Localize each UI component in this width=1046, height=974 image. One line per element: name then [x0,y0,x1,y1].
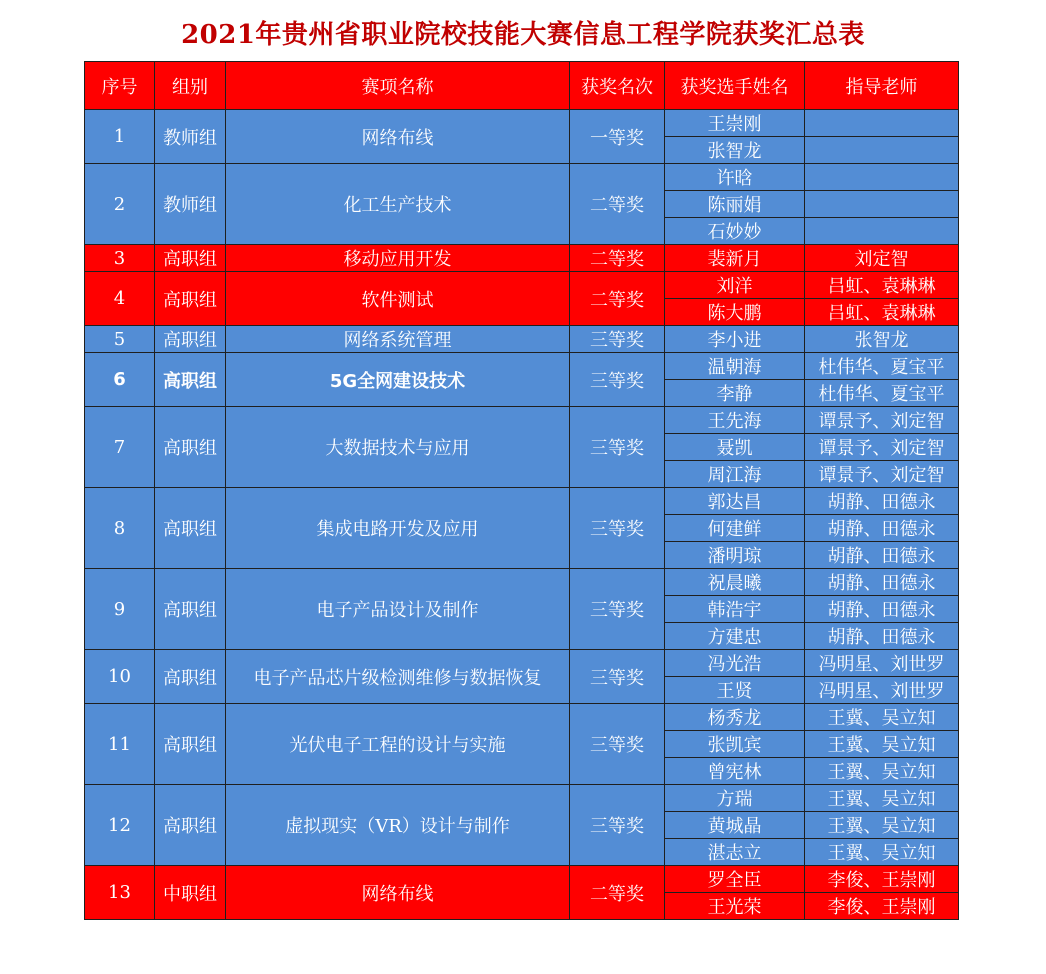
cell-teacher: 冯明星、刘世罗 [805,650,959,677]
cell-group: 高职组 [155,650,226,704]
table-row [85,488,959,515]
cell-group: 高职组 [155,704,226,785]
cell-teacher: 王翼、吴立知 [805,785,959,812]
table-row [85,569,959,596]
cell-teacher: 王冀、吴立知 [805,731,959,758]
cell-group: 高职组 [155,569,226,650]
cell-award: 二等奖 [570,164,665,245]
cell-award: 三等奖 [570,569,665,650]
cell-no: 7 [85,407,155,488]
cell-award: 三等奖 [570,785,665,866]
header-winner: 获奖选手姓名 [665,62,805,110]
cell-group: 中职组 [155,866,226,920]
cell-winner: 陈大鹏 [665,299,805,326]
cell-winner: 陈丽娟 [665,191,805,218]
cell-group: 高职组 [155,272,226,326]
cell-award: 二等奖 [570,272,665,326]
cell-event: 网络系统管理 [226,326,570,353]
cell-winner: 曾宪林 [665,758,805,785]
cell-winner: 石妙妙 [665,218,805,245]
cell-winner: 方瑞 [665,785,805,812]
cell-winner: 裴新月 [665,245,805,272]
cell-winner: 聂凯 [665,434,805,461]
cell-event: 集成电路开发及应用 [226,488,570,569]
awards-table [84,61,959,920]
cell-no: 8 [85,488,155,569]
header-event: 赛项名称 [226,62,570,110]
cell-event: 软件测试 [226,272,570,326]
cell-group: 教师组 [155,110,226,164]
cell-winner: 潘明琼 [665,542,805,569]
cell-winner: 韩浩宇 [665,596,805,623]
cell-teacher: 冯明星、刘世罗 [805,677,959,704]
cell-teacher: 胡静、田德永 [805,569,959,596]
cell-winner: 温朝海 [665,353,805,380]
cell-teacher: 胡静、田德永 [805,623,959,650]
cell-teacher: 王翼、吴立知 [805,839,959,866]
cell-group: 教师组 [155,164,226,245]
cell-teacher [805,137,959,164]
cell-no: 10 [85,650,155,704]
cell-award: 二等奖 [570,245,665,272]
cell-teacher: 吕虹、袁琳琳 [805,299,959,326]
cell-teacher [805,191,959,218]
cell-teacher: 王翼、吴立知 [805,812,959,839]
cell-group: 高职组 [155,353,226,407]
cell-event: 网络布线 [226,866,570,920]
header-teacher: 指导老师 [805,62,959,110]
cell-event: 网络布线 [226,110,570,164]
cell-teacher [805,164,959,191]
header-award: 获奖名次 [570,62,665,110]
cell-award: 三等奖 [570,407,665,488]
cell-winner: 张智龙 [665,137,805,164]
cell-winner: 王崇刚 [665,110,805,137]
cell-winner: 杨秀龙 [665,704,805,731]
cell-no: 3 [85,245,155,272]
cell-winner: 罗全臣 [665,866,805,893]
cell-teacher: 杜伟华、夏宝平 [805,353,959,380]
cell-event: 化工生产技术 [226,164,570,245]
table-row [85,110,959,137]
cell-group: 高职组 [155,326,226,353]
cell-winner: 冯光浩 [665,650,805,677]
cell-teacher [805,218,959,245]
cell-no: 5 [85,326,155,353]
cell-no: 13 [85,866,155,920]
cell-event: 电子产品芯片级检测维修与数据恢复 [226,650,570,704]
cell-no: 1 [85,110,155,164]
cell-teacher: 谭景予、刘定智 [805,407,959,434]
cell-teacher: 胡静、田德永 [805,515,959,542]
cell-event: 大数据技术与应用 [226,407,570,488]
table-row [85,407,959,434]
header-group: 组别 [155,62,226,110]
cell-group: 高职组 [155,245,226,272]
cell-no: 4 [85,272,155,326]
cell-no: 6 [85,353,155,407]
cell-teacher: 王冀、吴立知 [805,704,959,731]
cell-event: 移动应用开发 [226,245,570,272]
cell-teacher: 李俊、王崇刚 [805,893,959,920]
header-no: 序号 [85,62,155,110]
cell-teacher: 胡静、田德永 [805,596,959,623]
cell-teacher [805,110,959,137]
cell-award: 三等奖 [570,353,665,407]
cell-group: 高职组 [155,407,226,488]
table-body [85,110,959,920]
cell-event: 电子产品设计及制作 [226,569,570,650]
cell-teacher: 谭景予、刘定智 [805,434,959,461]
cell-award: 一等奖 [570,110,665,164]
cell-winner: 李小进 [665,326,805,353]
table-row [85,866,959,893]
table-row [85,353,959,380]
cell-winner: 周江海 [665,461,805,488]
cell-no: 12 [85,785,155,866]
table-row [85,704,959,731]
cell-no: 9 [85,569,155,650]
cell-winner: 黄城晶 [665,812,805,839]
cell-winner: 王贤 [665,677,805,704]
table-row [85,785,959,812]
cell-teacher: 张智龙 [805,326,959,353]
cell-teacher: 谭景予、刘定智 [805,461,959,488]
cell-winner: 祝晨曦 [665,569,805,596]
header-row [85,62,959,110]
cell-group: 高职组 [155,488,226,569]
cell-award: 二等奖 [570,866,665,920]
cell-no: 11 [85,704,155,785]
cell-no: 2 [85,164,155,245]
table-row [85,245,959,272]
cell-winner: 张凯宾 [665,731,805,758]
cell-winner: 王先海 [665,407,805,434]
cell-winner: 郭达昌 [665,488,805,515]
cell-teacher: 刘定智 [805,245,959,272]
cell-award: 三等奖 [570,326,665,353]
cell-teacher: 胡静、田德永 [805,542,959,569]
cell-winner: 李静 [665,380,805,407]
cell-group: 高职组 [155,785,226,866]
cell-winner: 王光荣 [665,893,805,920]
table-row [85,326,959,353]
cell-winner: 许晗 [665,164,805,191]
cell-winner: 刘洋 [665,272,805,299]
cell-winner: 何建鲜 [665,515,805,542]
sheet-title: 2021年贵州省职业院校技能大赛信息工程学院获奖汇总表 [181,20,865,50]
cell-teacher: 王翼、吴立知 [805,758,959,785]
cell-award: 三等奖 [570,704,665,785]
cell-winner: 湛志立 [665,839,805,866]
cell-award: 三等奖 [570,488,665,569]
table-row [85,272,959,299]
cell-event: 虚拟现实（VR）设计与制作 [226,785,570,866]
cell-event: 5G全网建设技术 [226,353,570,407]
cell-award: 三等奖 [570,650,665,704]
table-row [85,650,959,677]
cell-teacher: 李俊、王崇刚 [805,866,959,893]
cell-winner: 方建忠 [665,623,805,650]
cell-teacher: 胡静、田德永 [805,488,959,515]
cell-teacher: 吕虹、袁琳琳 [805,272,959,299]
cell-event: 光伏电子工程的设计与实施 [226,704,570,785]
cell-teacher: 杜伟华、夏宝平 [805,380,959,407]
table-row [85,164,959,191]
